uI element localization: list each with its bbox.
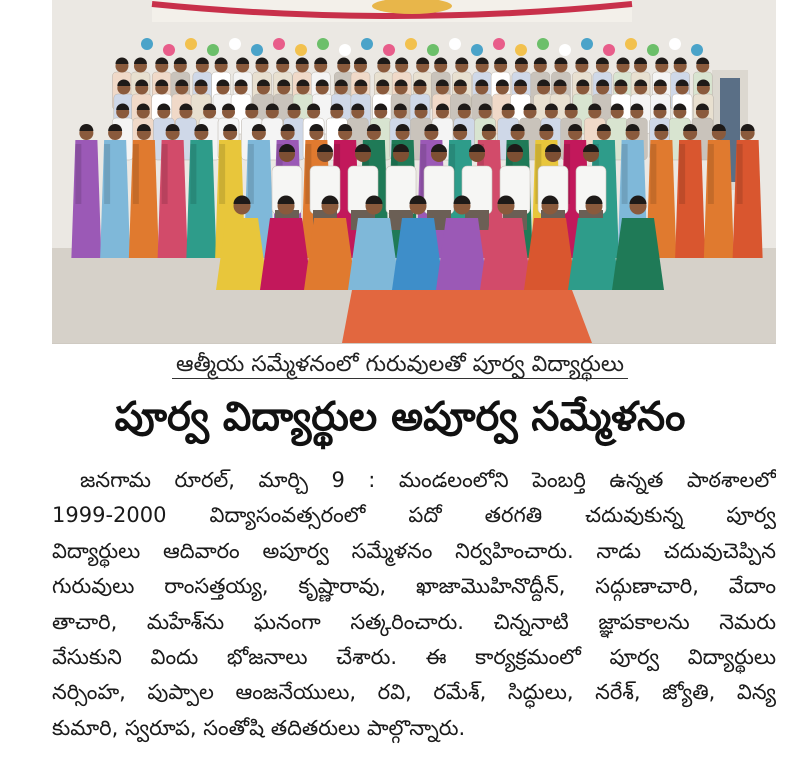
- article-line: 1999-2000 విద్యాసంవత్సరంలో పదో తరగతి చదువుకున్న పూర్వ: [52, 503, 776, 528]
- article-line: వేసుకుని విందు భోజనాలు చేశారు. ఈ కార్యక్రమంలో పూర్వ విద్యార్థులు: [52, 644, 776, 669]
- article-line: తాచారి, మహేశ్‌ను ఘనంగా సత్కరించారు. చిన్ననాటి జ్ఞాపకాలను నెమరు: [52, 609, 776, 634]
- group-photo-icon: [52, 0, 776, 343]
- headline: పూర్వ విద్యార్థుల అపూర్వ సమ్మేళనం: [114, 394, 686, 440]
- article-line: విద్యార్థులు ఆదివారం అపూర్వ సమ్మేళనం నిర్వహించారు. నాడు చదువుచెప్పిన: [52, 538, 776, 563]
- group-photo: [52, 0, 776, 344]
- article-body: [52, 463, 776, 746]
- article-line: జనగామ రూరల్, మార్చి 9 : మండలంలోని పెంబర్తి ఉన్నత పాఠశాలలో: [80, 468, 776, 492]
- photo-caption: [0, 350, 800, 380]
- article-line: కుమారి, స్వరూప, సంతోషి తదితరులు పాల్గొన్నారు.: [52, 715, 466, 740]
- article-line: నర్సింహ, పుప్పాల ఆంజనేయులు, రవి, రమేశ్, సిద్ధులు, నరేశ్, జ్యోతి, విన్య: [52, 680, 776, 705]
- photo-caption-text: ఆత్మీయ సమ్మేళనంలో గురువులతో పూర్వ విద్యార్థులు: [172, 352, 628, 379]
- article-line: గురువులు రాంసత్తయ్య, కృష్ణారావు, ఖాజామొహినొద్దీన్, సద్గుణాచారి, వేదాం: [52, 574, 776, 599]
